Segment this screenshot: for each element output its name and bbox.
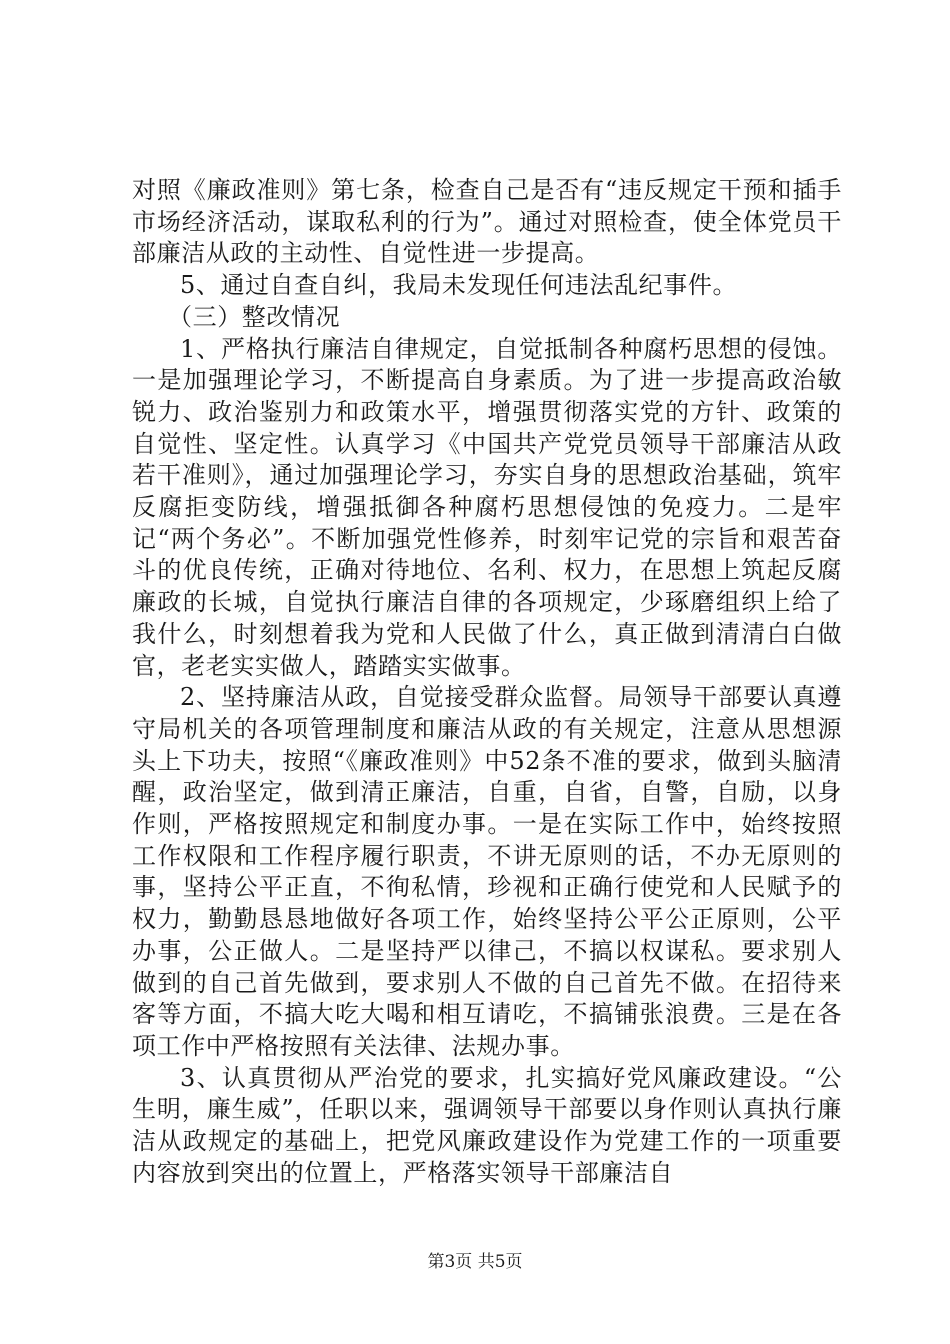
- page-number-footer: 第3页 共5页: [427, 1252, 523, 1272]
- paragraph-item-5: 5、通过自查自纠，我局未发现任何违法乱纪事件。: [180, 271, 738, 300]
- paragraph-item-3: 3、认真贯彻从严治党的要求，扎实搞好党风廉政建设。“公生明，廉生威”，任职以来，强调领导干部要以身作则认真执行廉洁从政规定的基础上，把党风廉政建设作为党建工作的一项重要内容放到突出的位置上，严格落实领导干部廉洁自: [132, 1063, 842, 1187]
- paragraph-item-2: 2、坚持廉洁从政，自觉接受群众监督。局领导干部要认真遵守局机关的各项管理制度和廉洁从政的有关规定，注意从思想源头上下功夫，按照“《廉政准则》中52条不准的要求，做到头脑清醒，政治坚定，做到清正廉洁，自重，自省，自警，自励，以身作则，严格按照规定和制度办事。一是在实际工作中，始终按照工作权限和工作程序履行职责，不讲无原则的话，不办无原则的事，坚持公平正直，不徇私情，珍视和正确行使党和人民赋予的权力，勤勤恳恳地做好各项工作，始终坚持公平公正原则，公平办事，公正做人。二是坚持严以律己，不搞以权谋私。要求别人做到的自己首先做到，要求别人不做的自己首先不做。在招待来客等方面，不搞大吃大喝和相互请吃，不搞铺张浪费。三是在各项工作中严格按照有关法律、法规办事。: [132, 683, 842, 1060]
- paragraph-continuation: 对照《廉政准则》第七条，检查自己是否有“违反规定干预和插手市场经济活动，谋取私利的行为”。通过对照检查，使全体党员干部廉洁从政的主动性、自觉性进一步提高。: [132, 176, 842, 268]
- document-body: [132, 175, 842, 1190]
- section-heading: （三）整改情况: [168, 302, 341, 331]
- paragraph-item-1: 1、严格执行廉洁自律规定，自觉抵制各种腐朽思想的侵蚀。一是加强理论学习，不断提高自身素质。为了进一步提高政治敏锐力、政治鉴别力和政策水平，增强贯彻落实党的方针、政策的自觉性、坚定性。认真学习《中国共产党党员领导干部廉洁从政若干准则》，通过加强理论学习，夯实自身的思想政治基础，筑牢反腐拒变防线，增强抵御各种腐朽思想侵蚀的免疫力。二是牢记“两个务必”。不断加强党性修养，时刻牢记党的宗旨和艰苦奋斗的优良传统，正确对待地位、名利、权力，在思想上筑起反腐廉政的长城，自觉执行廉洁自律的各项规定，少琢磨组织上给了我什么，时刻想着我为党和人民做了什么，真正做到清清白白做官，老老实实做人，踏踏实实做事。: [132, 334, 842, 680]
